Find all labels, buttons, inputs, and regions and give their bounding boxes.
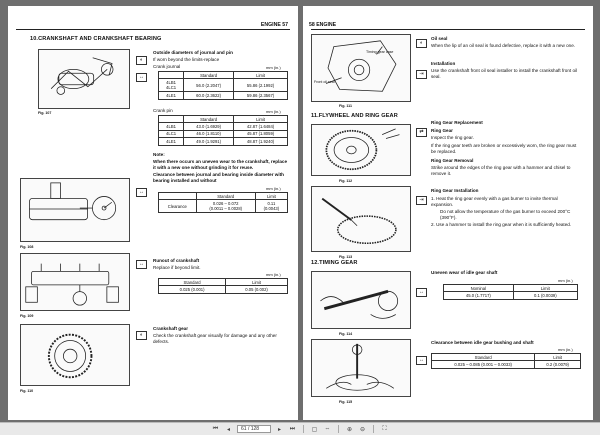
measure-icon: ↔ (136, 73, 147, 82)
gear-illustration (21, 325, 129, 385)
figure-caption: Fig. 110 (20, 389, 34, 393)
table-cell: 0.1 (0.0039) (513, 292, 577, 299)
gear-title: Crankshaft gear (153, 326, 188, 331)
header-divider (16, 29, 290, 30)
figure-caption: Fig. 109 (20, 314, 34, 318)
toolbar-separator (373, 425, 374, 433)
table-cell: 0.025 (0.001) (159, 286, 226, 293)
unit-label: mm (in.) (558, 347, 573, 352)
measure-icon: ↔ (416, 356, 427, 365)
table-cell: 59.86 (2.3567) (234, 92, 288, 99)
figure-caption: Fig. 114 (339, 332, 353, 336)
prev-icon[interactable]: ◂ (226, 426, 230, 433)
table-cell: 43.0 (1.6929) (184, 123, 234, 130)
header-divider (311, 29, 585, 30)
journal-subtitle: If worn beyond the limits-replace (153, 57, 220, 62)
idle-clearance-title: Clearance between idle gear bushing and shaft (431, 340, 534, 345)
ring-gear-text: Inspect the ring gear. (431, 135, 474, 140)
fit-page-icon[interactable]: ▢ (311, 426, 318, 433)
section-title: 10.CRANKSHAFT AND CRANKSHAFT BEARING (30, 36, 162, 42)
runout-table (158, 278, 288, 294)
table-header: Standard (196, 193, 255, 200)
idle-shaft-title: Uneven wear of idle gear shaft (431, 270, 498, 275)
skip-last-icon[interactable]: ⏭ (289, 425, 296, 432)
runout-illustration (21, 254, 129, 310)
measure-icon: ↔ (416, 288, 427, 297)
clearance-title: Clearance between journal and bearing inside diameter with bearing installed and without (153, 172, 284, 183)
unit-label: mm (in.) (266, 186, 281, 191)
ring-removal-title: Ring Gear Removal (431, 158, 474, 163)
unit-label: mm (in.) (558, 278, 573, 283)
heating-illustration (312, 187, 410, 251)
table-cell: 4LB1 4LC1 (159, 79, 184, 92)
inspect-icon: ◐ (136, 56, 147, 65)
journal-label: Crank journal (153, 64, 181, 69)
table-header: Limit (535, 354, 581, 361)
table-header: Nominal (444, 285, 514, 292)
table-cell: 0.11 (0.0043) (255, 200, 287, 213)
install-icon: ⇥ (416, 70, 427, 79)
micrometer-illustration (312, 272, 410, 328)
table-cell: 49.0 (1.9291) (184, 138, 234, 145)
page-number-input[interactable]: 61 / 128 (237, 425, 271, 433)
figure-caption: Fig. 113 (339, 255, 353, 259)
ring-replacement-title: Ring Gear Replacement (431, 120, 483, 125)
table-cell: 4LC1 (159, 130, 184, 137)
zoom-out-icon[interactable]: ⊖ (359, 426, 366, 433)
table-header: Limit (234, 72, 288, 79)
install-step: 1. Heat the ring gear evenly with a gas burner to invite thermal expansion. (431, 196, 558, 207)
figure-flywheel (311, 124, 411, 176)
idle-shaft-table (443, 284, 578, 300)
table-header: Standard (432, 354, 535, 361)
figure-idle-bushing (311, 339, 411, 397)
table-cell: 0.026 – 0.072 (0.0011 – 0.0028) (196, 200, 255, 213)
fit-width-icon[interactable]: ⇔ (324, 426, 331, 432)
figure-oil-seal (311, 34, 411, 102)
table-header (159, 193, 197, 200)
callout-label: Timing gear case (366, 50, 394, 54)
toolbar-separator (303, 425, 304, 433)
gear-text: Check the crankshaft gear visually for damage and any other defects. (153, 333, 277, 344)
figure-crankshaft-measure (38, 49, 130, 109)
inspect-icon: ◐ (136, 331, 147, 340)
install-step: 2. Use a hammer to install the ring gear when it is sufficiently heated. (431, 222, 572, 227)
ring-removal-text: Strike around the edges of the ring gear with a hammer and chisel to remove it. (431, 165, 571, 176)
fullscreen-icon[interactable]: ⛶ (382, 425, 387, 432)
ring-gear-title: Ring Gear (431, 128, 453, 133)
figure-caption: Fig. 112 (339, 179, 353, 183)
table-cell: 0.05 (0.002) (226, 286, 288, 293)
idle-clearance-table (431, 353, 581, 369)
toolbar-separator (338, 425, 339, 433)
ring-gear-text: If the ring gear teeth are broken or excessively worn, the ring gear must be replaced. (431, 143, 577, 154)
installation-text: Use the crankshaft front oil seal installer to install the crankshaft front oil seal. (431, 68, 578, 79)
table-cell: 56.0 (2.2047) (184, 79, 234, 92)
table-cell: 42.87 (1.6484) (234, 123, 288, 130)
measure-icon: ↔ (136, 260, 147, 269)
table-cell: 4LB1 (159, 123, 184, 130)
replace-icon: ⇄ (416, 128, 427, 137)
figure-idle-shaft (311, 271, 411, 329)
viewer-toolbar (0, 422, 600, 435)
table-cell: 4LE1 (159, 92, 184, 99)
unit-label: mm (in.) (266, 272, 281, 277)
table-header: Limit (513, 285, 577, 292)
pin-table (158, 115, 288, 146)
figure-ring-install (311, 186, 411, 252)
table-cell: 4LE1 (159, 138, 184, 145)
installation-title: Installation (431, 61, 456, 66)
table-header: Standard (159, 279, 226, 286)
measure-icon: ↔ (136, 188, 147, 197)
journal-title: Outside diameters of journal and pin (153, 50, 233, 55)
flywheel-illustration (312, 125, 410, 175)
table-cell: 60.0 (2.3622) (184, 92, 234, 99)
unit-label: mm (in.) (266, 109, 281, 114)
table-header: Limit (226, 279, 288, 286)
figure-runout (20, 253, 130, 311)
ring-install-title: Ring Gear Installation (431, 188, 479, 193)
page-header: 58 ENGINE (309, 22, 337, 28)
timing-case-illustration (312, 35, 410, 101)
left-page (8, 6, 298, 420)
table-header: Standard (184, 72, 234, 79)
figure-caption: Fig. 107 (38, 111, 52, 115)
figure-crankshaft-gear (20, 324, 130, 386)
table-cell: 46.0 (1.8110) (184, 130, 234, 137)
table-header: Limit (234, 116, 288, 123)
figure-bearing-clearance (20, 178, 130, 242)
callout-label: Front oil seal (314, 80, 335, 84)
table-header: Standard (184, 116, 234, 123)
table-header: Limit (255, 193, 287, 200)
figure-caption: Fig. 108 (20, 245, 34, 249)
unit-label: mm (in.) (266, 65, 281, 70)
table-cell: 0.025 – 0.085 (0.001 – 0.0033) (432, 361, 535, 368)
table-header (159, 72, 184, 79)
zoom-in-icon[interactable]: ⊕ (346, 426, 353, 433)
page-header: ENGINE 57 (260, 22, 288, 28)
pin-label: Crank pin (153, 108, 173, 113)
table-cell: 45.87 (1.8059) (234, 130, 288, 137)
section-title: 11.FLYWHEEL AND RING GEAR (311, 113, 398, 119)
install-icon: ⇥ (416, 196, 427, 205)
inspect-icon: ◐ (416, 39, 427, 48)
runout-title: Runout of crankshaft (153, 258, 200, 263)
right-page (303, 6, 593, 420)
figure-caption: Fig. 111 (339, 104, 352, 108)
note-title: Note: (153, 152, 165, 157)
figure-caption: Fig. 115 (339, 400, 353, 404)
install-step: Do not allow the temperature of the gas burner to exceed 200°C (390°F). (440, 209, 571, 220)
table-cell: 48.87 (1.9240) (234, 138, 288, 145)
clearance-table (158, 192, 288, 213)
table-cell: 0.2 (0.0079) (535, 361, 581, 368)
journal-table (158, 71, 288, 100)
table-cell: 45.0 (1.7717) (444, 292, 514, 299)
table-cell: 55.86 (2.1992) (234, 79, 288, 92)
oil-seal-title: Oil seal (431, 36, 448, 41)
runout-subtitle: Replace if beyond limit. (153, 265, 201, 270)
oil-seal-text: When the lip of an oil seal is found defective, replace it with a new one. (431, 43, 576, 48)
skip-first-icon[interactable]: ⏮ (212, 425, 219, 432)
crankshaft-illustration (39, 50, 129, 108)
table-cell: Clearance (159, 200, 197, 213)
next-icon[interactable]: ▸ (277, 426, 281, 433)
bore-gauge-illustration (312, 340, 410, 396)
bearing-gauge-illustration (21, 179, 129, 241)
section-title: 12.TIMING GEAR (311, 260, 358, 266)
table-header (159, 116, 184, 123)
note-text: When there occurs an uneven wear to the crankshaft, replace it with a new one without grinding it for reuse. (153, 159, 288, 170)
